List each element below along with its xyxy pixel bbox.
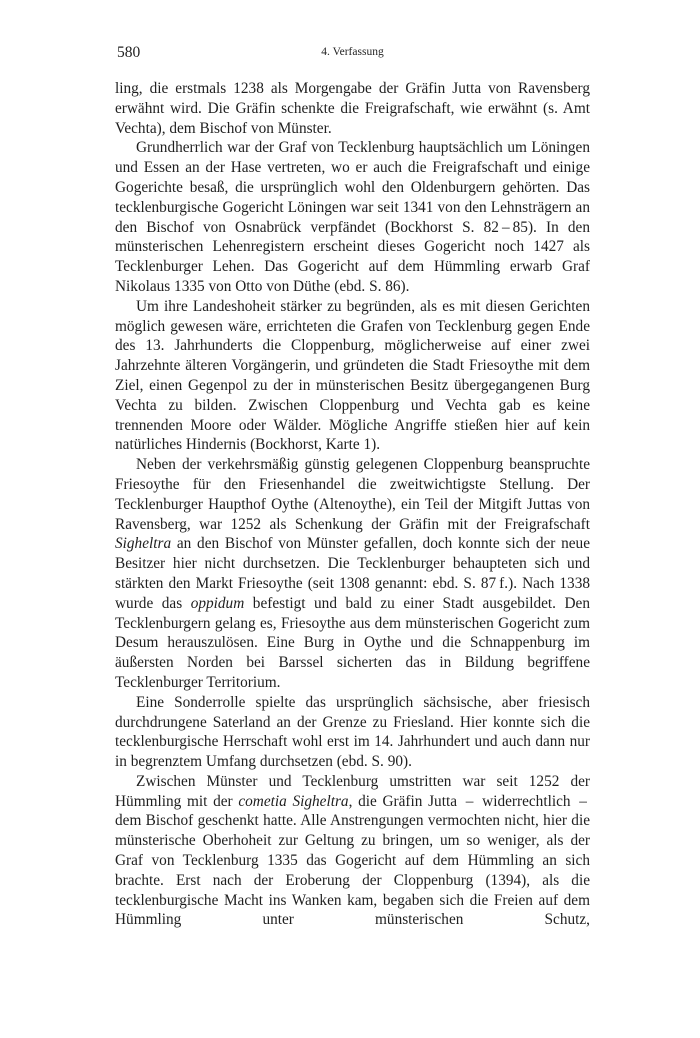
paragraph-1 (115, 79, 590, 138)
text-run: Um ihre Landeshoheit stärker zu begründen, als es mit diesen Gerichten möglich gewesen wäre, errichteten die Grafen von Tecklenburg gegen Ende des 13. Jahrhunderts die Cloppenburg, möglicherweise auf einer zwei Jahrzehnte älteren Vorgängerin, und gründeten die Stadt Friesoythe mit dem Ziel, einen Gegenpol zu der in münsterischen Besitz übergegangenen Burg Vechta zu bilden. Zwischen Cloppenburg und Vechta gab es keine trennenden Moore oder Wälder. Mögliche Angriffe stießen hier auf kein natürliches Hindernis (Bockhorst, Karte 1). (115, 297, 590, 454)
paragraph-4 (115, 455, 590, 693)
page-number: 580 (117, 44, 141, 61)
italic-term: cometia Sigheltra (238, 792, 349, 810)
paragraph-3 (115, 297, 590, 455)
body-text (115, 79, 590, 930)
text-run: Eine Sonderrolle spielte das ursprünglich sächsische, aber friesisch durchdrungene Saterland an der Grenze zu Friesland. Hier konnte sich die tecklenburgische Herrschaft wohl erst im 14. Jahrhundert und auch dann nur in begrenztem Umfang durchsetzen (ebd. S. 90). (115, 693, 590, 771)
paragraph-5 (115, 693, 590, 772)
text-run: Grundherrlich war der Graf von Tecklenburg hauptsächlich um Löningen und Essen an der Hase vertreten, wo er auch die Freigrafschaft und einige Gogerichte besaß, die ursprünglich wohl den Oldenburgern gehörten. Das tecklenburgische Gogericht Löningen war seit 1341 von den Lehnsträgern an den Bischof von Osnabrück verpfändet (Bockhorst S. 82 – 85). In den münsterischen Lehenregistern erscheint dieses Gogericht noch 1427 als Tecklenburger Lehen. Das Gogericht auf dem Hümmling erwarb Graf Nikolaus 1335 von Otto von Düthe (ebd. S. 86). (115, 139, 590, 295)
paragraph-2 (115, 138, 590, 296)
text-run: Neben der verkehrsmäßig günstig gelegenen Cloppenburg beanspruchte Friesoythe für den Friesenhandel die zweitwichtigste Stellung. Der Tecklenburger Haupthof Oythe (Altenoythe), ein Teil der Mitgift Juttas von Ravensberg, war 1252 als Schenkung der Gräfin mit der Freigrafschaft (115, 456, 590, 533)
italic-term: Sigheltra (115, 535, 172, 553)
text-run: an den Bischof von Münster gefallen, doch konnte sich der neue Besitzer hier nicht durchsetzen. Die Tecklenburger behaupteten sich und stärkten den Markt Friesoythe (seit 1308 genannt: ebd. S. 87 f.). Nach 1338 wurde das (115, 535, 590, 612)
text-run: befestigt und bald zu einer Stadt ausgebildet. Den Tecklenburgern gelang es, Friesoythe aus dem münsterischen Gogericht zum Desum herauszulösen. Eine Burg in Oythe und die Schnappenburg im äußersten Norden bei Barssel sicherten das in Bildung begriffene Tecklenburger Territorium. (115, 594, 590, 691)
running-head: 4. Verfassung (321, 46, 384, 58)
italic-term: oppidum (190, 594, 245, 612)
text-run: Zwischen Münster und Tecklenburg umstritten war seit 1252 der Hümmling mit der (115, 772, 590, 810)
page-header (115, 44, 590, 62)
text-run: ling, die erstmals 1238 als Morgengabe der Gräfin Jutta von Ravensberg erwähnt wird. Die Gräfin schenkte die Freigrafschaft, wie erwähnt (s. Amt Vechta), dem Bischof von Münster. (115, 80, 590, 137)
text-run: , die Gräfin Jutta – widerrechtlich – dem Bischof geschenkt hatte. Alle Anstrengungen vermochten nicht, hier die münsterische Oberhoheit zur Geltung zu bringen, um so weniger, als der Graf von Tecklenburg 1335 das Gogericht auf dem Hümmling an sich brachte. Erst nach der Eroberung der Cloppenburg (1394), als die tecklenburgische Macht ins Wanken kam, begaben sich die Freien auf dem Hümmling unter münsterischen Schutz, (115, 792, 590, 929)
paragraph-6 (115, 772, 590, 930)
